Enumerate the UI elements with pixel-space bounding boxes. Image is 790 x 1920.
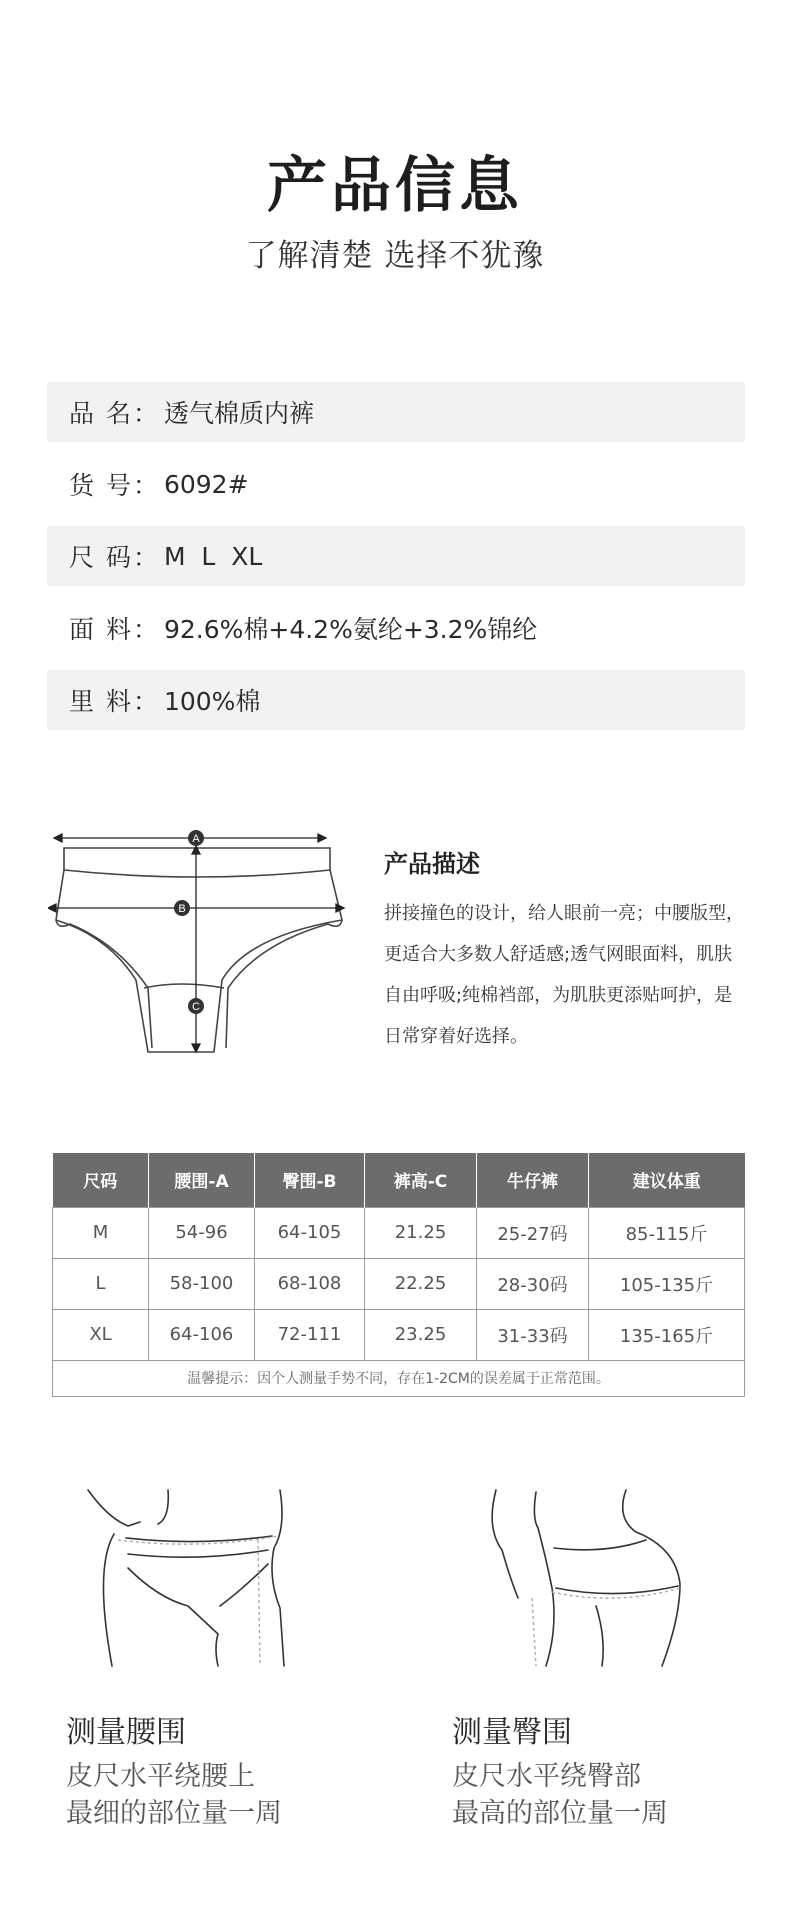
- waist-measure-line: 皮尺水平绕腰上: [66, 1761, 255, 1792]
- waist-measure-illustration: [68, 1488, 328, 1668]
- table-cell: 72-111: [255, 1309, 365, 1360]
- marker-b-label: B: [178, 903, 186, 915]
- table-header: 尺码: [53, 1153, 149, 1207]
- table-cell: 85-115斤: [589, 1207, 745, 1258]
- table-cell: 135-165斤: [589, 1309, 745, 1360]
- description-title: 产品描述: [384, 850, 480, 878]
- hip-measure-line: 皮尺水平绕臀部: [452, 1761, 641, 1792]
- info-row-size: [47, 526, 745, 586]
- product-info-list: [47, 382, 745, 742]
- info-row-fabric: [47, 598, 745, 658]
- table-cell: 64-106: [149, 1309, 255, 1360]
- table-header-row: [53, 1153, 745, 1207]
- info-label: 品 名：: [69, 399, 160, 428]
- table-cell: 68-108: [255, 1258, 365, 1309]
- table-row: [53, 1309, 745, 1360]
- table-cell: 22.25: [365, 1258, 477, 1309]
- table-cell: 31-33码: [477, 1309, 589, 1360]
- info-label: 面 料：: [69, 615, 160, 644]
- hip-measure-line: 最高的部位量一周: [452, 1798, 668, 1829]
- info-label: 货 号：: [69, 471, 160, 500]
- info-value: 100%棉: [163, 687, 261, 716]
- table-cell: 54-96: [149, 1207, 255, 1258]
- info-value: 92.6%棉+4.2%氨纶+3.2%锦纶: [163, 615, 538, 644]
- marker-a-label: A: [192, 833, 200, 845]
- table-row: [53, 1258, 745, 1309]
- info-value: 6092#: [163, 469, 249, 499]
- info-value: 透气棉质内裤: [163, 399, 314, 428]
- waist-measure-desc: [66, 1758, 282, 1832]
- hip-measure-desc: [452, 1758, 668, 1832]
- table-cell: 105-135斤: [589, 1258, 745, 1309]
- waist-measure-line: 最细的部位量一周: [66, 1798, 282, 1829]
- table-header: 牛仔裤: [477, 1153, 589, 1207]
- marker-c-label: C: [192, 1001, 200, 1013]
- table-note: 温馨提示：因个人测量手势不同，存在1-2CM的误差属于正常范围。: [53, 1360, 745, 1396]
- waist-measure-title: 测量腰围: [66, 1715, 186, 1750]
- page-title: 产品信息: [267, 151, 523, 221]
- table-cell: 58-100: [149, 1258, 255, 1309]
- info-label: 里 料：: [69, 687, 160, 716]
- info-value: M L XL: [163, 541, 263, 571]
- page-subtitle: 了解清楚 选择不犹豫: [245, 238, 545, 274]
- hip-measure-title: 测量臀围: [452, 1715, 572, 1750]
- info-row-name: [47, 382, 745, 442]
- description-text: 拼接撞色的设计，给人眼前一亮；中腰版型，更适合大多数人舒适感;透气网眼面料，肌肤自由呼吸;纯棉裆部，为肌肤更添贴呵护，是日常穿着好选择。: [384, 903, 744, 1047]
- table-cell: 25-27码: [477, 1207, 589, 1258]
- table-cell: L: [53, 1258, 149, 1309]
- info-row-lining: [47, 670, 745, 730]
- info-row-sku: [47, 454, 745, 514]
- table-row: [53, 1207, 745, 1258]
- table-cell: 21.25: [365, 1207, 477, 1258]
- table-cell: 23.25: [365, 1309, 477, 1360]
- table-header: 臀围-B: [255, 1153, 365, 1207]
- table-cell: 64-105: [255, 1207, 365, 1258]
- table-header: 腰围-A: [149, 1153, 255, 1207]
- table-cell: M: [53, 1207, 149, 1258]
- table-cell: XL: [53, 1309, 149, 1360]
- table-note-row: [53, 1360, 745, 1396]
- table-header: 建议体重: [589, 1153, 745, 1207]
- underwear-size-diagram: [48, 812, 353, 1062]
- info-label: 尺 码：: [69, 543, 160, 572]
- table-header: 裤高-C: [365, 1153, 477, 1207]
- table-cell: 28-30码: [477, 1258, 589, 1309]
- hip-measure-illustration: [466, 1488, 726, 1668]
- size-table: [52, 1153, 744, 1397]
